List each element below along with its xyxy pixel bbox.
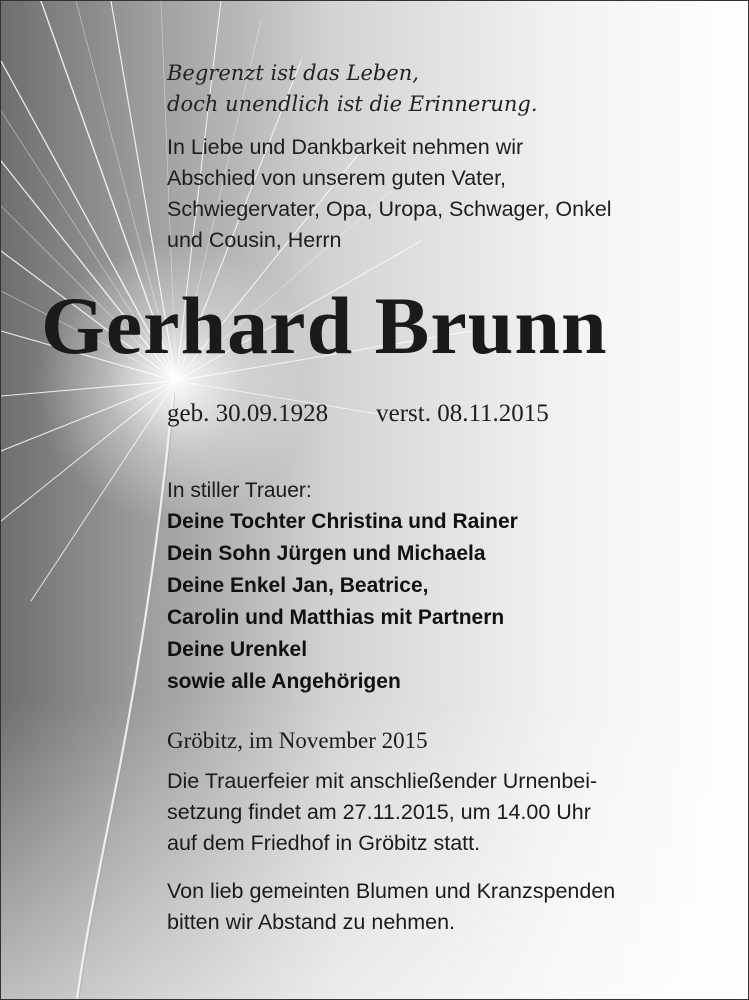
mourner-line: Deine Urenkel bbox=[167, 638, 308, 661]
intro-line: Schwiegervater, Opa, Uropa, Schwager, Onkel bbox=[167, 197, 612, 221]
deceased-name: Gerhard Brunn bbox=[41, 280, 608, 371]
flowers-line: Von lieb gemeinten Blumen und Kranzspenden bbox=[167, 879, 616, 903]
farewell-intro bbox=[167, 132, 727, 256]
mourner-line: Deine Tochter Christina und Rainer bbox=[167, 510, 518, 533]
memorial-quote bbox=[167, 58, 538, 120]
birth-date: geb. 30.09.1928 bbox=[167, 400, 329, 427]
mourner-line: sowie alle Angehörigen bbox=[167, 670, 401, 693]
death-date: verst. 08.11.2015 bbox=[376, 400, 549, 427]
place-and-date: Gröbitz, im November 2015 bbox=[167, 728, 428, 753]
service-line: Die Trauerfeier mit anschließender Urnenbei- bbox=[167, 769, 598, 793]
intro-line: In Liebe und Dankbarkeit nehmen wir bbox=[167, 135, 524, 159]
mourner-line: Carolin und Matthias mit Partnern bbox=[167, 606, 505, 629]
flowers-request bbox=[167, 876, 727, 938]
flowers-line: bitten wir Abstand zu nehmen. bbox=[167, 910, 456, 934]
quote-line: doch unendlich ist die Erinnerung. bbox=[167, 92, 538, 116]
service-line: setzung findet am 27.11.2015, um 14.00 Uhr bbox=[167, 800, 591, 824]
service-line: auf dem Friedhof in Gröbitz statt. bbox=[167, 831, 481, 855]
quote-line: Begrenzt ist das Leben, bbox=[167, 61, 419, 85]
intro-line: Abschied von unserem guten Vater, bbox=[167, 166, 507, 190]
mourners-list bbox=[167, 506, 518, 698]
mourner-line: Dein Sohn Jürgen und Michaela bbox=[167, 542, 486, 565]
mourning-label: In stiller Trauer: bbox=[167, 479, 312, 502]
life-dates bbox=[167, 398, 549, 430]
intro-line: und Cousin, Herrn bbox=[167, 228, 342, 252]
mourner-line: Deine Enkel Jan, Beatrice, bbox=[167, 574, 429, 597]
funeral-service-info bbox=[167, 766, 727, 859]
